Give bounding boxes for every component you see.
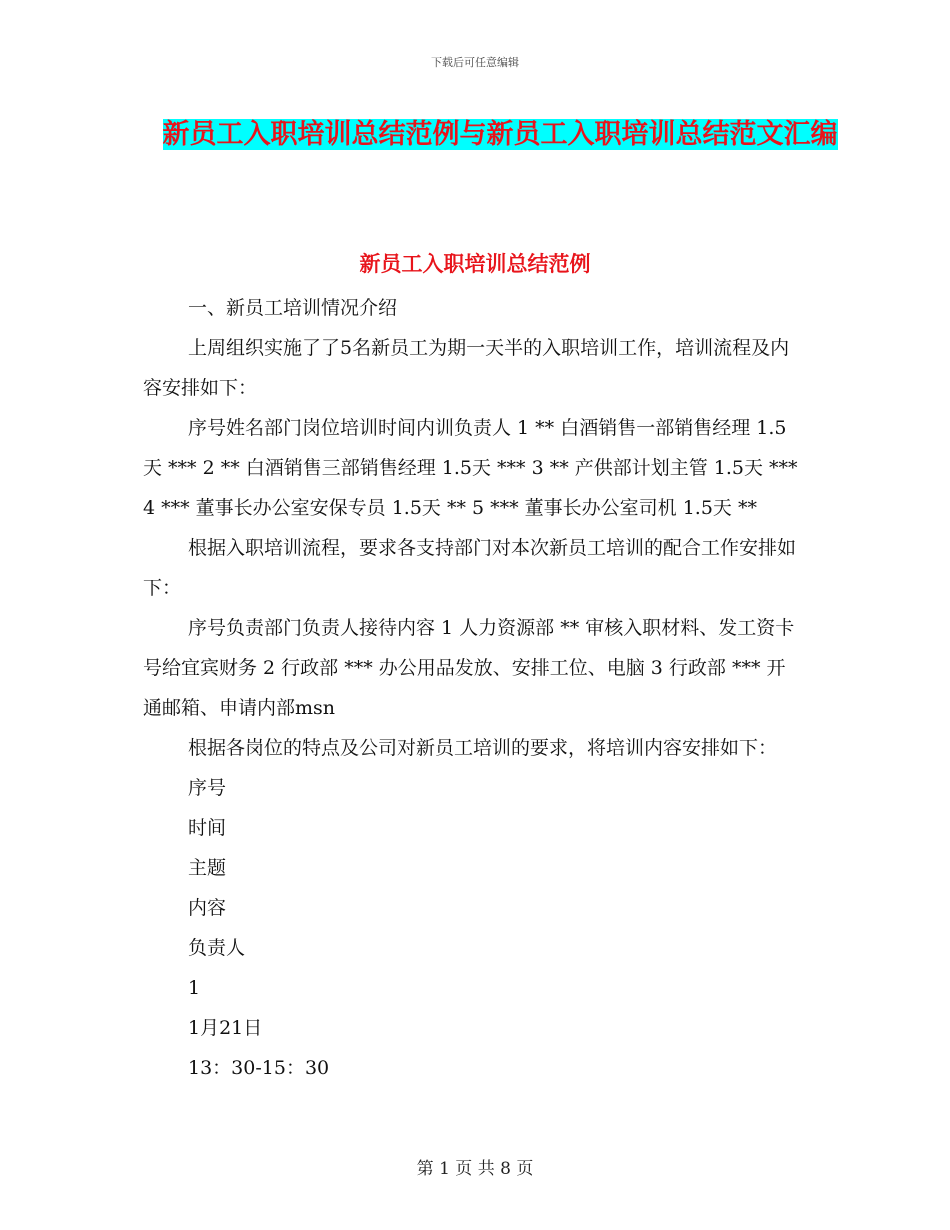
table-cell: 1 [188, 977, 201, 999]
header-note: 下载后可任意编辑 [431, 56, 519, 69]
table-cell: 13：30-15：30 [188, 1057, 330, 1079]
table-cell: 内容 [188, 897, 227, 919]
paragraph: 序号负责部门负责人接待内容 1 人力资源部 ** 审核入职材料、发工资卡号给宜宾财务 2 行政部 *** 办公用品发放、安排工位、电脑 3 行政部 *** 开通邮箱、申请内部msn [143, 617, 795, 719]
document-title [150, 112, 850, 158]
document-title-text: 新员工入职培训总结范例与新员工入职培训总结范文汇编 [162, 119, 838, 150]
paragraph: 根据入职培训流程，要求各支持部门对本次新员工培训的配合工作安排如下： [143, 537, 797, 599]
document-body [143, 288, 803, 1088]
table-cell: 主题 [188, 857, 227, 879]
paragraph: 序号姓名部门岗位培训时间内训负责人 1 ** 白酒销售一部销售经理 1.5天 *** 2 ** 白酒销售三部销售经理 1.5天 *** 3 ** 产供部计划主管 1.5天 *** 4 *** 董事长办公室安保专员 1.5天 ** 5 *** 董事长办公室司机 1.5天 ** [143, 417, 798, 519]
table-cell: 序号 [188, 777, 227, 799]
table-cell: 负责人 [188, 937, 246, 959]
paragraph: 根据各岗位的特点及公司对新员工培训的要求，将培训内容安排如下： [188, 737, 778, 759]
section-title: 新员工入职培训总结范例 [359, 252, 591, 276]
paragraph: 上周组织实施了了5名新员工为期一天半的入职培训工作，培训流程及内容安排如下： [143, 337, 790, 399]
table-cell: 时间 [188, 817, 227, 839]
page-number: 第 1 页 共 8 页 [416, 1159, 534, 1179]
paragraph: 一、新员工培训情况介绍 [188, 297, 398, 319]
table-cell: 1月21日 [188, 1017, 263, 1039]
